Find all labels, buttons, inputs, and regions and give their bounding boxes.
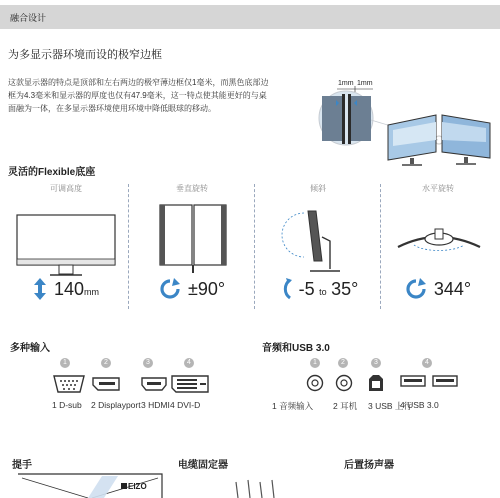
port-label: 1 音频输入 xyxy=(272,401,314,411)
port-number-badge: 4 xyxy=(184,358,194,368)
section-header-title: 融合设计 xyxy=(10,13,47,23)
port-number-badge: 2 xyxy=(338,358,348,368)
section-header-bar xyxy=(0,5,500,29)
swivel-value: 344° xyxy=(433,278,472,299)
hdmi-port-icon xyxy=(141,374,167,394)
flexible-stand-title: 灵活的Flexible底座 xyxy=(8,167,96,178)
displayport-icon xyxy=(91,374,121,394)
cable-holder-title: 电缆固定器 xyxy=(178,460,228,471)
cable-holder-illustration xyxy=(234,476,284,498)
port-label: 2 耳机 xyxy=(333,401,358,411)
feature-value xyxy=(130,275,254,303)
tilt-min-value: -5 xyxy=(298,278,315,299)
feature-caption: 水平旋转 xyxy=(422,184,454,193)
port-label: 3 USB 上行 xyxy=(368,401,412,411)
column-divider xyxy=(128,184,129,309)
dvi-port-icon xyxy=(170,374,210,394)
bezel-description xyxy=(8,76,313,115)
dim-label-right: 1mm xyxy=(357,80,373,87)
port-label: 4 DVI-D xyxy=(170,400,201,410)
height-unit: mm xyxy=(84,286,100,297)
feature-swivel xyxy=(376,183,500,311)
headphone-jack-icon xyxy=(335,374,353,392)
feature-caption: 垂直旋转 xyxy=(176,184,208,193)
inputs-title: 多种输入 xyxy=(10,343,50,354)
port-label: 2 Displayport xyxy=(91,400,141,410)
swivel-monitor-illustration xyxy=(384,197,492,277)
feature-tilt xyxy=(256,183,380,311)
rear-speaker-title: 后置扬声器 xyxy=(344,460,394,471)
feature-caption: 可调高度 xyxy=(50,184,82,193)
feature-pivot xyxy=(130,183,254,311)
column-divider xyxy=(254,184,255,309)
tilt-to-label: to xyxy=(319,286,327,297)
dim-label-left: 1mm xyxy=(338,80,354,87)
height-value: 140 xyxy=(53,278,85,299)
bezel-description-line: 这款显示器的特点是顶部和左右两边的极窄薄边框仅1毫米，而黑色底部边 xyxy=(8,78,269,87)
usb-b-port-icon xyxy=(368,374,384,392)
tilt-monitor-illustration xyxy=(264,197,372,277)
port-label: 4 USB 3.0 xyxy=(400,400,439,410)
feature-value xyxy=(376,275,500,303)
port-number-badge: 1 xyxy=(310,358,320,368)
handle-title: 提手 xyxy=(12,460,32,471)
tilt-icon xyxy=(278,278,292,300)
port-label: 1 D-sub xyxy=(52,400,82,410)
pivot-rotate-icon xyxy=(159,278,181,300)
port-label: 3 HDMI xyxy=(141,400,170,410)
bezel-heading: 为多显示器环境而设的极窄边框 xyxy=(8,49,162,61)
up-down-arrow-icon xyxy=(33,278,47,300)
brand-logo-text: EIZO xyxy=(128,482,147,491)
tilt-max-value: 35° xyxy=(331,278,359,299)
port-number-badge: 3 xyxy=(143,358,153,368)
feature-caption: 倾斜 xyxy=(310,184,326,193)
port-dvi xyxy=(170,358,226,418)
swivel-icon xyxy=(405,278,427,300)
port-number-badge: 2 xyxy=(101,358,111,368)
pivot-value: ±90° xyxy=(187,278,226,299)
usb-a-port-icon xyxy=(400,374,458,388)
feature-value xyxy=(256,275,380,303)
port-number-badge: 3 xyxy=(371,358,381,368)
port-displayport xyxy=(91,358,147,418)
multi-monitor-bezel-illustration xyxy=(318,70,493,172)
audio-usb-title: 音频和USB 3.0 xyxy=(262,343,330,354)
bezel-description-line: 面融为一体，在多显示器环境使用环境中降低眼球的移动。 xyxy=(8,104,216,113)
port-usb3 xyxy=(400,358,470,418)
bezel-description-line: 框为4.3毫米和显示器的厚度也仅有47.9毫米，这一特点使其能更好的与桌 xyxy=(8,91,267,100)
handle-illustration xyxy=(18,472,164,498)
audio-jack-icon xyxy=(306,374,324,392)
port-audio-in xyxy=(272,358,328,418)
port-number-badge: 4 xyxy=(422,358,432,368)
port-number-badge: 1 xyxy=(60,358,70,368)
height-adjust-monitor-illustration xyxy=(12,197,120,277)
dsub-port-icon xyxy=(52,374,86,394)
pivot-monitor-illustration xyxy=(138,197,246,277)
feature-value xyxy=(4,275,128,303)
feature-height-adjust xyxy=(4,183,128,311)
